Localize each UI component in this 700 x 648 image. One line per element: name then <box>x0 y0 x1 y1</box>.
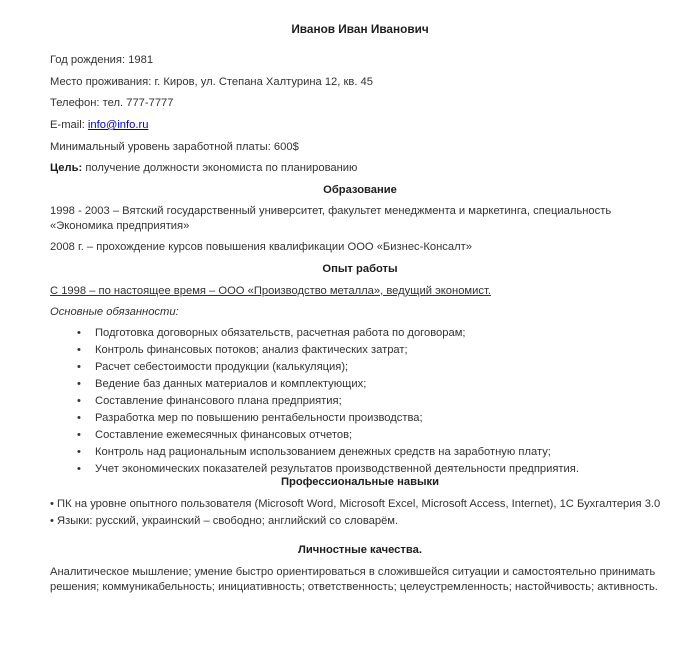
duty-item <box>77 428 670 443</box>
email-link[interactable]: info@info.ru <box>87 119 149 132</box>
residence: Место проживания: г. Киров, ул. Степана Халтурина 12, кв. 45 <box>50 75 373 88</box>
duty-text: Расчет себестоимости продукции (калькуляция); <box>95 360 349 373</box>
personal-text: Аналитическое мышление; умение быстро ориентироваться в сложившейся ситуации и самостоятельно принимать решения; коммуникабельность; инициативность; ответственность; целеустремленность; настойчивость; активность. <box>50 566 658 593</box>
duty-item <box>77 411 670 426</box>
bullet-icon: • <box>77 343 81 356</box>
resume-document <box>50 22 670 594</box>
bullet-icon: • <box>77 428 81 441</box>
duties-title: Основные обязанности: <box>50 306 179 319</box>
duty-text: Контроль над рациональным использованием денежных средств на заработную плату; <box>95 445 551 458</box>
job-entry: С 1998 – по настоящее время – ООО «Производство металла», ведущий экономист. <box>50 284 491 297</box>
duty-item <box>77 377 670 392</box>
goal <box>50 161 670 176</box>
min-salary: Минимальный уровень заработной платы: 600$ <box>50 140 299 153</box>
duties-list <box>50 326 670 478</box>
experience-heading: Опыт работы <box>322 262 398 275</box>
personal-heading: Личностные качества. <box>298 543 422 556</box>
duty-item <box>77 445 670 460</box>
duty-text: Составление финансового плана предприятия; <box>95 394 342 407</box>
goal-text: получение должности экономиста по планированию <box>82 162 358 175</box>
duty-text: Ведение баз данных материалов и комплектующих; <box>95 377 367 390</box>
bullet-icon: • <box>77 411 81 424</box>
goal-label: Цель: <box>50 162 83 175</box>
skill-item: • Языки: русский, украинский – свободно; английский со словарём. <box>50 515 399 528</box>
skills-list <box>50 497 670 529</box>
bullet-icon: • <box>77 394 81 407</box>
education-item: 2008 г. – прохождение курсов повышения квалификации ООО «Бизнес-Консалт» <box>50 241 472 254</box>
duty-item <box>77 462 670 477</box>
education-heading: Образование <box>323 183 397 196</box>
duty-text: Составление ежемесячных финансовых отчетов; <box>95 428 353 441</box>
bullet-icon: • <box>77 326 81 339</box>
education-list <box>50 204 670 255</box>
bullet-icon: • <box>77 463 81 476</box>
duty-item <box>77 343 670 358</box>
resume-name: Иванов Иван Иванович <box>291 22 429 36</box>
bullet-icon: • <box>77 360 81 373</box>
birth-year: Год рождения: 1981 <box>50 54 154 67</box>
bullet-icon: • <box>77 377 81 390</box>
education-item: 1998 - 2003 – Вятский государственный университет, факультет менеджмента и маркетинга, специальность «Экономика предприятия» <box>50 205 612 232</box>
duty-item <box>77 394 670 409</box>
email-line <box>50 118 670 133</box>
duty-item <box>77 326 670 341</box>
bullet-icon: • <box>77 445 81 458</box>
email-label: E-mail: <box>50 119 88 132</box>
skill-item: • ПК на уровне опытного пользователя (Microsoft Word, Microsoft Excel, Microsoft Access, Internet), 1С Бухгалтерия 3.0 <box>50 497 661 510</box>
duty-item <box>77 360 670 375</box>
phone: Телефон: тел. 777-7777 <box>50 97 174 110</box>
duty-text: Подготовка договорных обязательств, расчетная работа по договорам; <box>95 326 466 339</box>
duty-text: Контроль финансовых потоков; анализ фактических затрат; <box>95 343 408 356</box>
duty-text: Разработка мер по повышению рентабельности производства; <box>95 411 423 424</box>
skills-heading: Профессиональные навыки <box>280 476 440 489</box>
duty-text: Учет экономических показателей результатов производственной деятельности предприятия. <box>95 463 579 476</box>
